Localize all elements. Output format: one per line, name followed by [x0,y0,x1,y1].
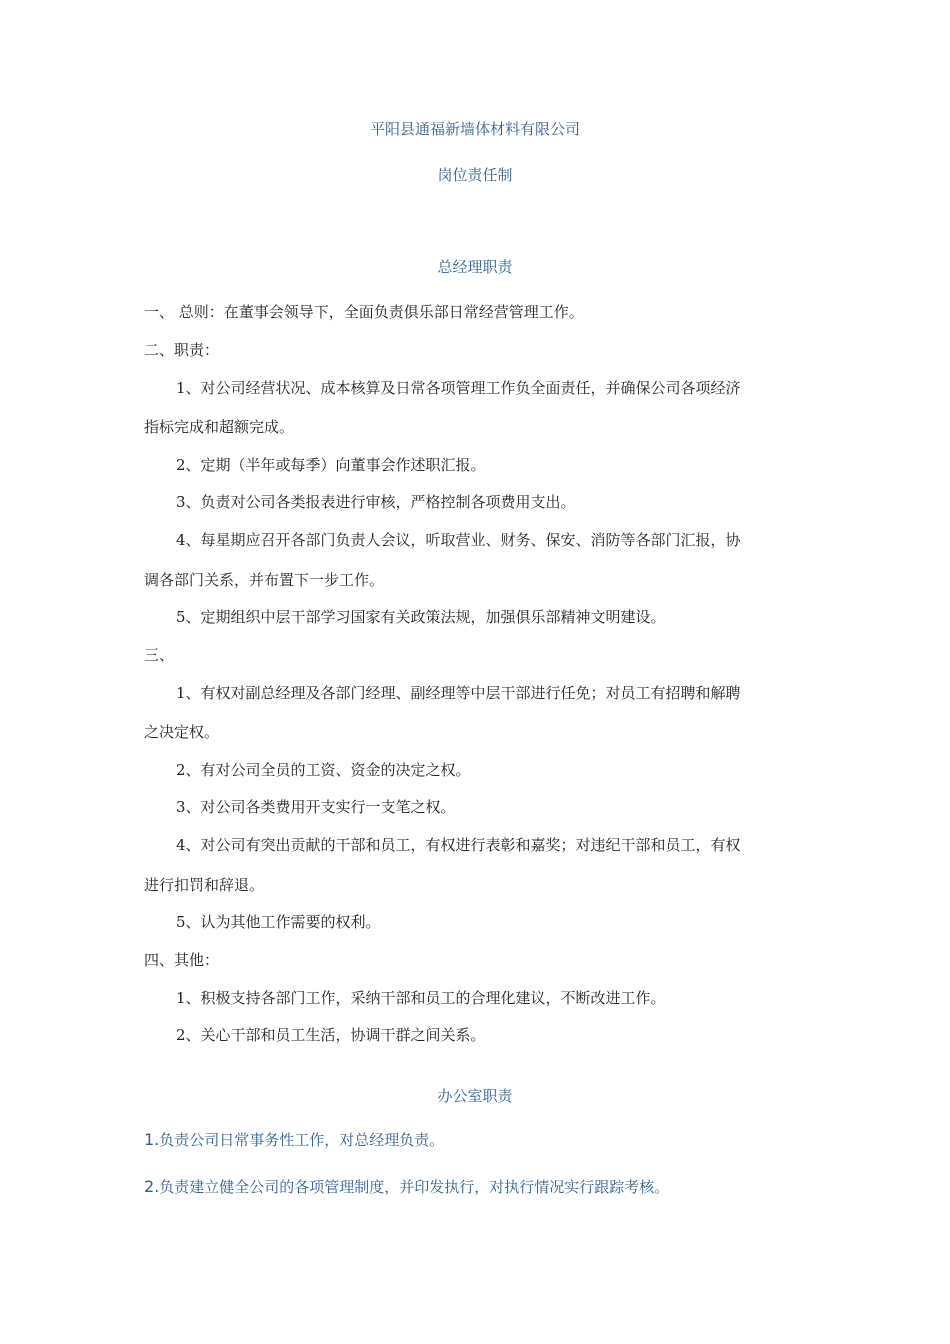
gm-right-4-line-2: 进行扣罚和辞退。 [144,876,265,894]
document-title: 岗位责任制 [437,166,513,184]
gm-duty-4-line-2: 调各部门关系，并布置下一步工作。 [144,571,385,589]
gm-duties-heading: 二、职责： [144,341,220,359]
office-item-2 [144,1177,669,1197]
gm-general-principle: 一、 总则：在董事会领导下，全面负责俱乐部日常经营管理工作。 [144,303,584,321]
office-item-1-number: 1. [144,1130,160,1149]
office-section-title: 办公室职责 [437,1087,513,1105]
gm-duty-1-line-1: 1、对公司经营状况、成本核算及日常各项管理工作负全面责任，并确保公司各项经济 [176,379,741,397]
gm-duty-4-line-1: 4、每星期应召开各部门负责人会议，听取营业、财务、保安、消防等各部门汇报，协 [176,531,741,549]
office-item-1 [144,1130,444,1150]
gm-other-2: 2、关心干部和员工生活，协调干群之间关系。 [176,1026,486,1044]
gm-other-heading: 四、其他： [144,951,220,969]
gm-right-1-line-2: 之决定权。 [144,723,220,741]
gm-rights-heading: 三、 [144,646,175,664]
gm-right-4-line-1: 4、对公司有突出贡献的干部和员工，有权进行表彰和嘉奖；对违纪干部和员工，有权 [176,836,741,854]
office-item-1-text: 负责公司日常事务性工作，对总经理负责。 [159,1131,445,1149]
gm-duty-1-line-2: 指标完成和超额完成。 [144,418,295,436]
office-item-2-text: 负责建立健全公司的各项管理制度，并印发执行，对执行情况实行跟踪考核。 [159,1178,670,1196]
gm-duty-3: 3、负责对公司各类报表进行审核，严格控制各项费用支出。 [176,493,576,511]
company-name: 平阳县通福新墙体材料有限公司 [369,120,580,138]
gm-duty-5: 5、定期组织中层干部学习国家有关政策法规，加强俱乐部精神文明建设。 [176,608,666,626]
gm-right-1-line-1: 1、有权对副总经理及各部门经理、副经理等中层干部进行任免；对员工有招聘和解聘 [176,684,741,702]
gm-right-3: 3、对公司各类费用开支实行一支笔之权。 [176,798,456,816]
gm-duty-2: 2、定期（半年或每季）向董事会作述职汇报。 [176,456,486,474]
gm-right-5: 5、认为其他工作需要的权利。 [176,913,381,931]
office-item-2-number: 2. [144,1177,160,1196]
gm-right-2: 2、有对公司全员的工资、资金的决定之权。 [176,761,471,779]
gm-other-1: 1、积极支持各部门工作，采纳干部和员工的合理化建议，不断改进工作。 [176,989,666,1007]
gm-section-title: 总经理职责 [437,258,513,276]
